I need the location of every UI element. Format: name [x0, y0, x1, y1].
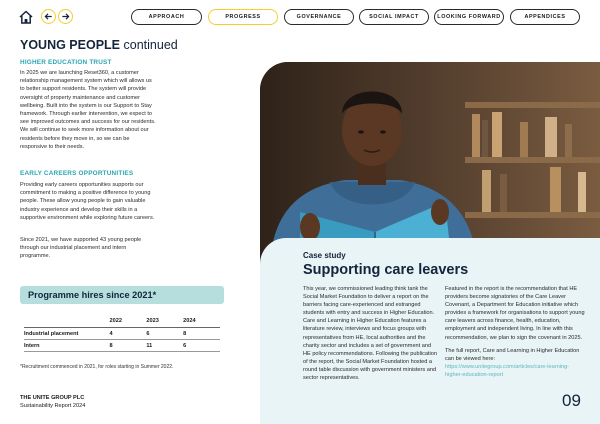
- table-header-2024: 2024: [183, 316, 220, 328]
- arrow-left-icon: [44, 12, 53, 21]
- tab-social-impact[interactable]: SOCIAL IMPACT: [359, 9, 429, 25]
- cell-value: 11: [146, 340, 183, 352]
- table-row: [24, 340, 220, 352]
- tab-governance[interactable]: GOVERNANCE: [284, 9, 354, 25]
- higher-education-heading: HIGHER EDUCATION TRUST: [20, 59, 112, 66]
- table-row: [24, 328, 220, 340]
- cell-value: 8: [183, 328, 220, 340]
- row-label: Industrial placement: [24, 328, 110, 340]
- cell-value: 4: [110, 328, 147, 340]
- footer-company: THE UNITE GROUP PLC: [20, 395, 85, 401]
- case-study-col-2: [445, 285, 585, 379]
- early-careers-body: Providing early careers opportunities supports our commitment to making a positive difference to young people. These allow young people to gain valuable industry experience and develop their skills in a supportive environment while exploring future careers.: [20, 182, 155, 221]
- early-careers-summary: Since 2021, we have supported 43 young people through our industrial placement and intern programme.: [20, 237, 142, 260]
- programme-hires-table: [24, 316, 220, 352]
- page-number: 09: [562, 391, 581, 410]
- table-footnote: *Recruitment commenced in 2021, for roles starting in Summer 2022.: [20, 364, 174, 370]
- top-nav: [0, 0, 600, 34]
- page-title: [20, 38, 178, 52]
- case-study-col-2-para-2: [445, 347, 585, 379]
- case-study-title: Supporting care leavers: [303, 262, 469, 278]
- footer-report-name: Sustainability Report 2024: [20, 403, 86, 409]
- early-careers-heading: EARLY CAREERS OPPORTUNITIES: [20, 170, 134, 177]
- tab-approach[interactable]: APPROACH: [131, 9, 202, 25]
- case-study-col-1: This year, we commissioned leading think tank the Social Market Foundation to deliver a report on the barriers facing care-experienced and estranged students with entry and success in Higher Education. Care and Learning in Higher Education features a literature review, interviews and focus groups with representatives from HE, local authorities and the charity sector and includes a set of government and HE policy recommendations. Following the publication of the report, the Social Market Foundation hosted a round table discussion with government ministers and sector representatives.: [303, 286, 438, 382]
- case-study-label: Case study: [303, 251, 346, 260]
- table-header-row: [24, 316, 220, 328]
- back-button[interactable]: [41, 9, 56, 24]
- cell-value: 6: [146, 328, 183, 340]
- case-study-col-2-para-1: Featured in the report is the recommendation that HE providers become signatories of the Care Leaver Covenant, a Department for Education initiative which provides a framework for organisations to support young care leavers across finance, health, education, employment and independent living. In line with this recommendation, we plan to sign the covenant in 2025.: [445, 286, 585, 341]
- report-link[interactable]: https://www.unitegroup.com/articles/care-learning-higher-education-report: [445, 363, 570, 378]
- table-header-2023: 2023: [146, 316, 183, 328]
- cell-value: 8: [110, 340, 147, 352]
- higher-education-body: In 2025 we are launching Reset360, a customer relationship management system which will allows us to better support residents. The system will provide oversight of property maintenance and customer wellbeing. Built into the system is our Support to Stay framework. Through earlier intervention, we expect to see improved outcomes and success for our residents. We will continue to seek more information about our residents before they move in, so we can be responsive to their needs.: [20, 70, 156, 150]
- tab-appendices[interactable]: APPENDICES: [510, 9, 580, 25]
- tab-looking-forward[interactable]: LOOKING FORWARD: [434, 9, 504, 25]
- report-link-intro: The full report, Care and Learning in Higher Education can be viewed here:: [445, 347, 580, 362]
- arrow-right-icon: [61, 12, 70, 21]
- page-title-bold: YOUNG PEOPLE: [20, 38, 121, 52]
- page-title-continued: continued: [123, 38, 178, 52]
- home-icon[interactable]: [18, 9, 34, 25]
- tab-progress[interactable]: PROGRESS: [208, 9, 278, 25]
- table-header-2022: 2022: [110, 316, 147, 328]
- table-header-blank: [24, 316, 110, 328]
- forward-button[interactable]: [58, 9, 73, 24]
- cell-value: 6: [183, 340, 220, 352]
- programme-hires-title: Programme hires since 2021*: [20, 286, 224, 304]
- row-label: Intern: [24, 340, 110, 352]
